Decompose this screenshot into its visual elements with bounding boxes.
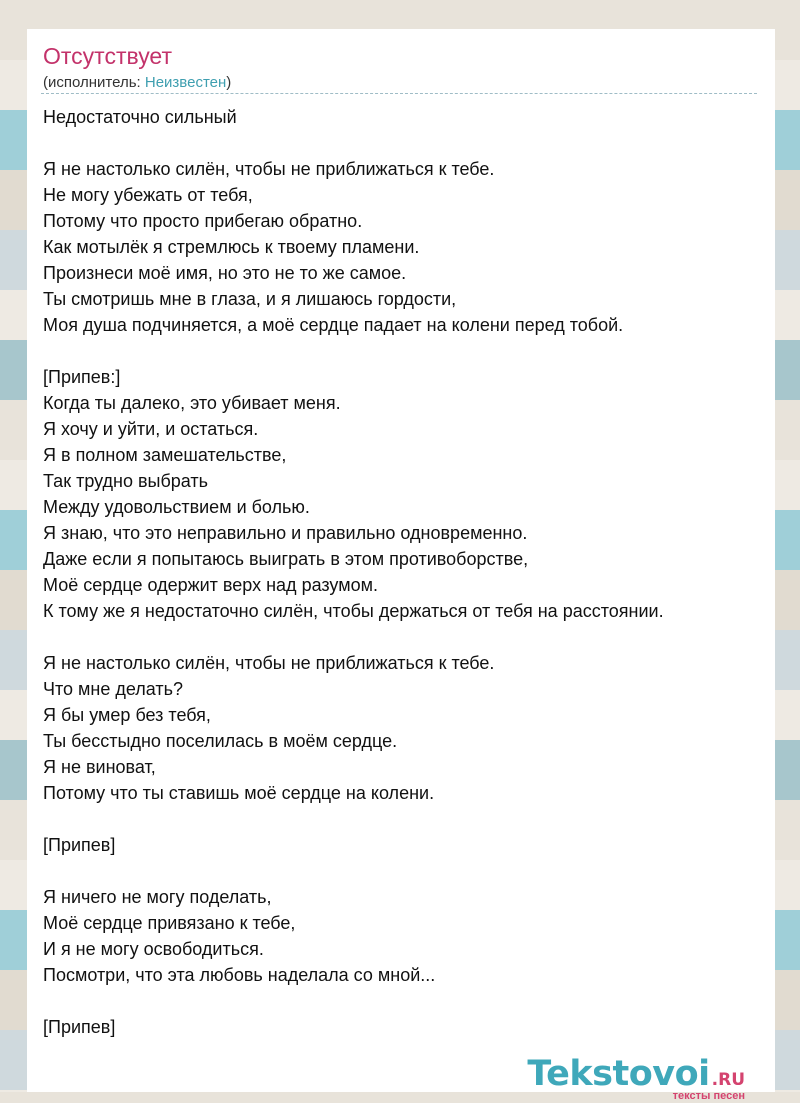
- lyrics-text: [43, 104, 768, 1040]
- lyric-line: И я не могу освободиться.: [43, 939, 264, 959]
- lyric-line: Как мотылёк я стремлюсь к твоему пламени.: [43, 237, 420, 257]
- chorus-reference: [Припев]: [43, 835, 116, 855]
- lyric-line: Даже если я попытаюсь выиграть в этом противоборстве,: [43, 549, 529, 569]
- stanza-gap: [43, 858, 768, 884]
- artist-link[interactable]: Неизвестен: [144, 74, 227, 91]
- song-title: Отсутствует: [43, 43, 172, 69]
- lyrics-heading: Недостаточно сильный: [43, 107, 237, 127]
- stanza-gap: [43, 988, 768, 1014]
- title-divider: [41, 93, 757, 94]
- chorus-label: [Припев:]: [43, 367, 121, 387]
- stanza-gap: [43, 338, 768, 364]
- lyric-line: Не могу убежать от тебя,: [43, 185, 253, 205]
- chorus-reference: [Припев]: [43, 1017, 116, 1037]
- lyric-line: Я ничего не могу поделать,: [43, 887, 272, 907]
- lyric-line: Ты смотришь мне в глаза, и я лишаюсь гордости,: [43, 289, 457, 309]
- artist-line: [43, 73, 231, 93]
- lyric-line: Между удовольствием и болью.: [43, 497, 310, 517]
- artist-suffix: ): [226, 74, 232, 91]
- stanza-gap: [43, 130, 768, 156]
- lyric-line: Так трудно выбрать: [43, 471, 209, 491]
- lyric-line: Ты бесстыдно поселилась в моём сердце.: [43, 731, 398, 751]
- logo-wordmark: Tekstovoi: [527, 1054, 710, 1094]
- lyric-line: К тому же я недостаточно силён, чтобы держаться от тебя на расстоянии.: [43, 601, 664, 621]
- lyric-line: Посмотри, что эта любовь наделала со мной...: [43, 965, 436, 985]
- logo-subtitle: тексты песен: [672, 1090, 745, 1102]
- stanza-gap: [43, 806, 768, 832]
- lyric-line: Я бы умер без тебя,: [43, 705, 211, 725]
- artist-prefix: (исполнитель:: [43, 74, 145, 91]
- lyric-line: Я не настолько силён, чтобы не приближаться к тебе.: [43, 653, 495, 673]
- lyric-line: Когда ты далеко, это убивает меня.: [43, 393, 341, 413]
- lyric-line: Я не виноват,: [43, 757, 156, 777]
- lyric-line: Что мне делать?: [43, 679, 184, 699]
- lyric-line: Моё сердце одержит верх над разумом.: [43, 575, 378, 595]
- lyric-line: Я не настолько силён, чтобы не приближаться к тебе.: [43, 159, 495, 179]
- lyrics-card: [27, 29, 775, 1102]
- lyric-line: Я хочу и уйти, и остаться.: [43, 419, 259, 439]
- lyric-line: Потому что просто прибегаю обратно.: [43, 211, 363, 231]
- logo-domain: .RU: [711, 1070, 745, 1090]
- stanza-gap: [43, 624, 768, 650]
- lyric-line: Я в полном замешательстве,: [43, 445, 287, 465]
- lyric-line: Моя душа подчиняется, а моё сердце падает на колени перед тобой.: [43, 315, 624, 335]
- lyric-line: Я знаю, что это неправильно и правильно одновременно.: [43, 523, 528, 543]
- lyric-line: Потому что ты ставишь моё сердце на колени.: [43, 783, 435, 803]
- lyric-line: Моё сердце привязано к тебе,: [43, 913, 296, 933]
- site-logo[interactable]: [527, 1054, 745, 1102]
- lyric-line: Произнеси моё имя, но это не то же самое.: [43, 263, 407, 283]
